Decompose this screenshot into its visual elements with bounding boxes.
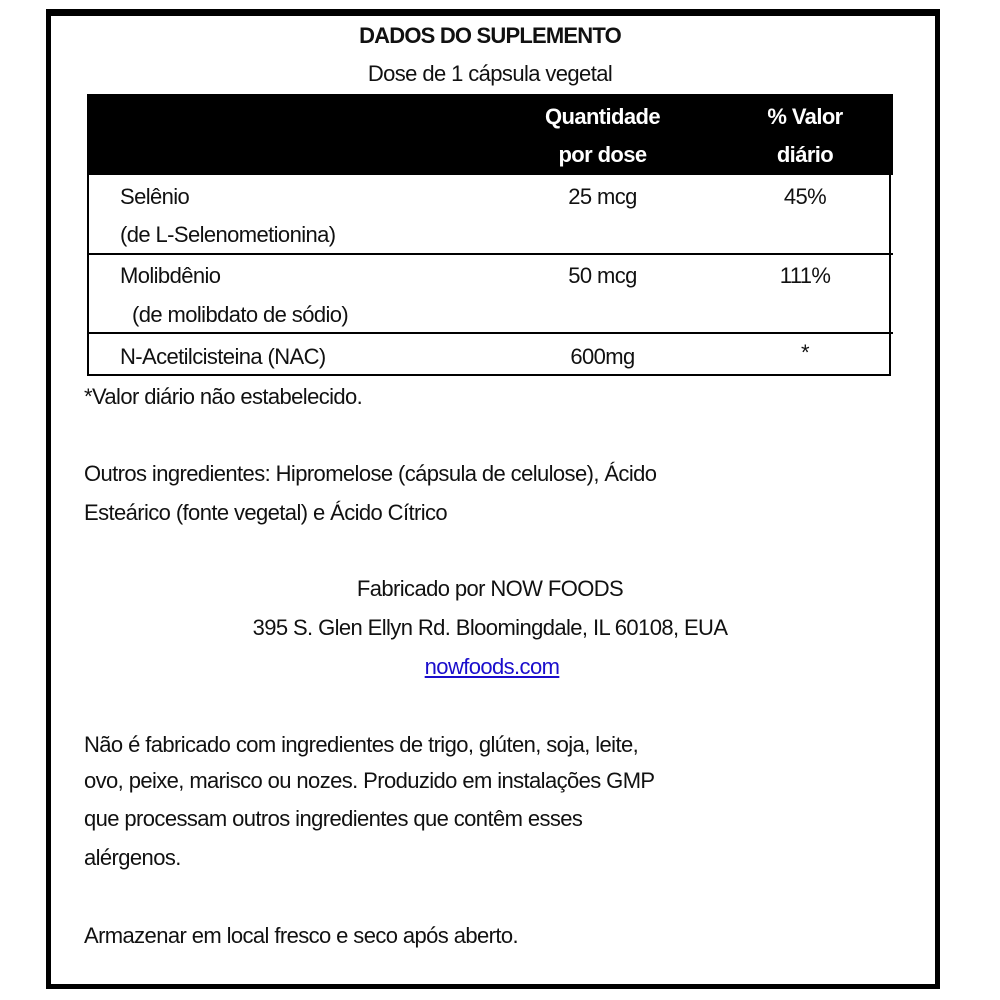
nutrient-name: Selênio [120, 184, 190, 209]
amount: 50 mcg [568, 263, 637, 288]
manufacturer-address: 395 S. Glen Ellyn Rd. Bloomingdale, IL 60108, EUA [252, 615, 728, 640]
nutrient-source: (de L-Selenometionina) [120, 222, 336, 247]
daily-value: 111% [779, 263, 831, 288]
website-link[interactable]: nowfoods.com [424, 654, 560, 679]
footnote: *Valor diário não estabelecido. [84, 384, 363, 409]
nutrient-source: (de molibdato de sódio) [132, 302, 349, 327]
header-amount-line2: por dose [558, 142, 647, 167]
nutrient-name: Molibdênio [120, 263, 221, 288]
daily-value: 45% [783, 184, 827, 209]
row-divider [87, 332, 893, 334]
manufacturer: Fabricado por NOW FOODS [356, 576, 624, 601]
other-ingredients-line: Outros ingredientes: Hipromelose (cápsula de celulose), Ácido [84, 461, 657, 486]
amount: 25 mcg [568, 184, 637, 209]
allergen-line: que processam outros ingredientes que contêm esses [84, 806, 583, 831]
allergen-line: ovo, peixe, marisco ou nozes. Produzido em instalações GMP [84, 768, 655, 793]
row-divider [87, 253, 893, 255]
header-dv-line2: diário [776, 142, 834, 167]
supplement-facts-title: DADOS DO SUPLEMENTO [359, 23, 621, 48]
other-ingredients-line: Esteárico (fonte vegetal) e Ácido Cítrico [84, 500, 448, 525]
serving-size: Dose de 1 cápsula vegetal [367, 61, 613, 86]
header-amount-line1: Quantidade [544, 104, 660, 129]
storage-instructions: Armazenar em local fresco e seco após aberto. [84, 923, 519, 948]
amount: 600mg [570, 344, 635, 369]
daily-value: * [801, 340, 809, 365]
header-dv-line1: % Valor [767, 104, 843, 129]
nutrient-name: N-Acetilcisteina (NAC) [120, 344, 326, 369]
allergen-line: alérgenos. [84, 845, 181, 870]
allergen-line: Não é fabricado com ingredientes de trigo, glúten, soja, leite, [84, 732, 639, 757]
